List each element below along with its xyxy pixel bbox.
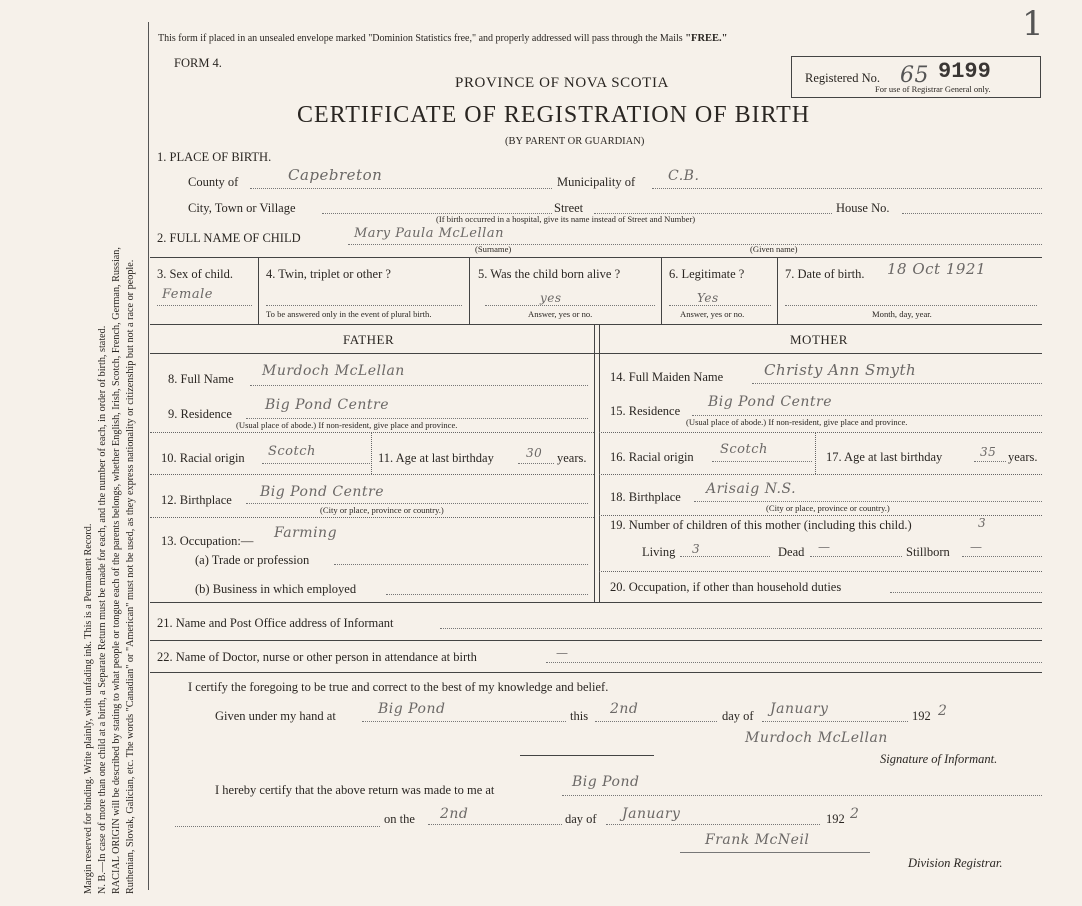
this-label: this [570,709,589,723]
certify-year-digit: 2 [938,703,948,719]
certify-statement: I certify the foregoing to be true and correct to the best of my knowledge and belief. [188,680,609,694]
father-business-label: (b) Business in which employed [195,582,357,596]
father-residence-label: 9. Residence [168,407,232,421]
given-place: Big Pond [378,701,446,717]
registrar-year-digit: 2 [850,806,860,822]
municipality-label: Municipality of [557,175,636,189]
dob-note: Month, day, year. [872,309,932,319]
hospital-note: (If birth occurred in a hospital, give its name instead of Street and Number) [436,214,696,224]
mother-children-value: 3 [978,516,987,530]
twin-note: To be answered only in the event of plural birth. [266,309,432,319]
child-name-value: Mary Paula McLellan [354,226,504,241]
informant-label: 21. Name and Post Office address of Informant [157,616,394,630]
mother-age-unit: years. [1008,450,1038,464]
on-label: on the [384,812,415,826]
registrar-month: January [622,806,681,822]
father-birthplace-value: Big Pond Centre [260,484,385,500]
house-label: House No. [836,201,890,215]
given-name-note: (Given name) [750,244,798,254]
alive-label: 5. Was the child born alive ? [478,267,621,281]
legitimate-label: 6. Legitimate ? [669,267,745,281]
margin-line-1: Margin reserved for binding. Write plainly, with unfading ink. This is a Permanent Record. [83,523,94,894]
on-value: 2nd [440,806,469,822]
dob-label: 7. Date of birth. [785,267,865,281]
informant-signature: Murdoch McLellan [745,730,888,746]
page-subtitle: (BY PARENT OR GUARDIAN) [505,136,645,147]
province-heading: PROVINCE OF NOVA SCOTIA [455,75,669,91]
mother-children-label: 19. Number of children of this mother (including this child.) [610,518,912,532]
father-racial-label: 10. Racial origin [161,451,245,465]
child-name-label: 2. FULL NAME OF CHILD [157,231,301,245]
alive-note: Answer, yes or no. [528,309,593,319]
registrar-day-label: day of [565,812,597,826]
father-racial-value: Scotch [268,444,316,459]
mother-name-value: Christy Ann Smyth [764,361,917,379]
mother-racial-label: 16. Racial origin [610,450,694,464]
alive-value: yes [540,291,562,305]
mother-racial-value: Scotch [720,442,768,457]
margin-line-4: Ruthenian, Slovak, Galician, etc. The words "Canadian" or "American" must not be used, as they express nationality or citizenship but not a race or people. [125,259,136,894]
living-label: Living [642,545,676,559]
mother-residence-label: 15. Residence [610,404,681,418]
father-residence-note: (Usual place of abode.) If non-resident, give place and province. [236,420,458,430]
mother-age-label: 17. Age at last birthday [826,450,943,464]
stillborn-value: — [970,540,983,554]
father-birthplace-note: (City or place, province or country.) [320,505,444,515]
page-title: CERTIFICATE OF REGISTRATION OF BIRTH [297,102,811,128]
registered-stamp: 9199 [938,59,991,84]
living-value: 3 [692,542,701,556]
registrar-year-prefix: 192 [826,812,845,826]
sex-label: 3. Sex of child. [157,267,234,281]
mother-birthplace-label: 18. Birthplace [610,490,681,504]
margin-line-2: N. B.—In case of more than one child at a birth, a Separate Return must be made for each, and the number of each, in order of birth, stated. [97,325,108,894]
father-age-unit: years. [557,451,587,465]
registrar-statement: I hereby certify that the above return was made to me at [215,783,495,797]
place-heading: 1. PLACE OF BIRTH. [157,150,272,164]
mail-note: This form if placed in an unsealed envelope marked "Dominion Statistics free," and properly addressed will pass through the Mails "FREE." [158,33,728,44]
this-value: 2nd [610,701,639,717]
mother-occupation-label: 20. Occupation, if other than household duties [610,580,842,594]
father-occupation-label: 13. Occupation:— [161,534,254,548]
mother-residence-value: Big Pond Centre [708,394,833,410]
form-number: FORM 4. [174,56,222,70]
registered-label: Registered No. [805,71,880,85]
father-age-value: 30 [526,446,543,460]
doctor-label: 22. Name of Doctor, nurse or other person in attendance at birth [157,650,477,664]
mother-name-label: 14. Full Maiden Name [610,370,724,384]
legitimate-value: Yes [697,291,719,305]
father-birthplace-label: 12. Birthplace [161,493,232,507]
twin-label: 4. Twin, triplet or other ? [266,267,391,281]
registrar-caption: Division Registrar. [908,856,1003,870]
mother-heading: MOTHER [790,332,848,347]
mother-birthplace-note: (City or place, province or country.) [766,503,890,513]
dead-value: — [818,540,831,554]
registrar-signature: Frank McNeil [705,832,810,848]
registered-note: For use of Registrar General only. [875,84,991,94]
county-value: Capebreton [288,166,383,184]
county-label: County of [188,175,239,189]
informant-caption: Signature of Informant. [880,752,998,766]
certify-year-prefix: 192 [912,709,931,723]
sex-value: Female [162,287,213,302]
corner-mark: 1 [1022,4,1045,44]
certify-month: January [770,701,829,717]
city-label: City, Town or Village [188,201,296,215]
father-name-label: 8. Full Name [168,372,234,386]
surname-note: (Surname) [475,244,512,254]
margin-line-3: RACIAL ORIGIN will be described by stating to what people or tongue each of the parents belongs, whether English, Irish, Scotch, French, German, Russian, [111,247,122,894]
father-trade-label: (a) Trade or profession [195,553,310,567]
legitimate-note: Answer, yes or no. [680,309,745,319]
doctor-value: — [556,646,569,660]
mother-age-value: 35 [980,445,997,459]
municipality-value: C.B. [668,168,700,184]
father-name-value: Murdoch McLellan [262,363,405,379]
certify-day-label: day of [722,709,754,723]
street-label: Street [554,201,584,215]
registrar-place: Big Pond [572,774,640,790]
dob-value: 18 Oct 1921 [887,260,987,278]
father-heading: FATHER [343,332,395,347]
stillborn-label: Stillborn [906,545,950,559]
father-age-label: 11. Age at last birthday [378,451,494,465]
father-residence-value: Big Pond Centre [265,397,390,413]
given-label: Given under my hand at [215,709,336,723]
mother-residence-note: (Usual place of abode.) If non-resident, give place and province. [686,417,908,427]
registered-handwritten: 65 [900,63,929,88]
dead-label: Dead [778,545,805,559]
father-occupation-value: Farming [274,525,338,541]
mother-birthplace-value: Arisaig N.S. [706,481,797,497]
registered-box [791,56,1041,98]
margin-rule [148,22,149,890]
